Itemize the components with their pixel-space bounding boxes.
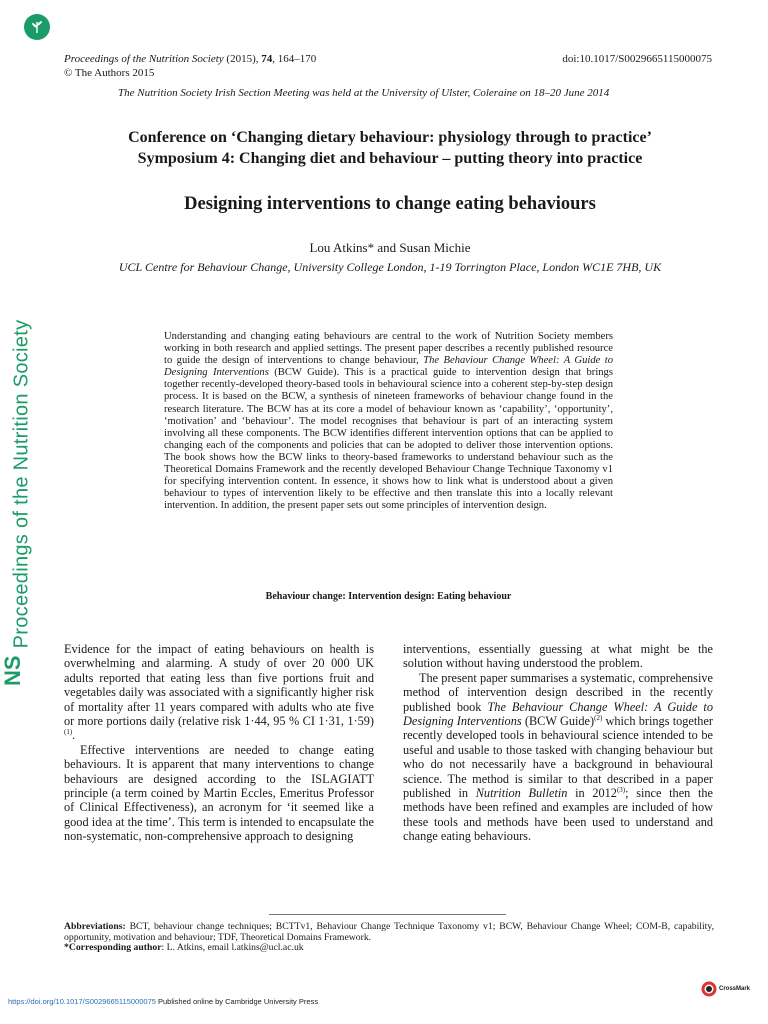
- sidebar-journal-title: Proceedings of the Nutrition Society: [10, 319, 33, 649]
- abstract-text-2: (BCW Guide). This is a practical guide to intervention design that brings together recently-developed theory-based tools in behavioural science into a coherent step-by-step design process. It is based on the BCW, a synthesis of nineteen frameworks of behaviour change found in the research literature. The BCW has at its core a model of behaviour known as ‘capability’, ‘opportunity’, ‘motivation’ and ‘behaviour’. The model recognises that behaviour is part of an interacting system involving all these components. The BCW identifies different intervention options that can be applied to changing each of the components and policies that can be adopted to deliver those intervention options. The book shows how the BCW links to theory-based frameworks to understand behaviour such as the Theoretical Domains Framework and the recently developed Behaviour Change Technique Taxonomy v1 for specifying intervention content. In essence, it shows how to link what is understood about a given behaviour to types of intervention likely to be effective and then translate this into a locally relevant intervention. In addition, the present paper sets out some principles of intervention design.: [164, 367, 613, 512]
- body-text: Evidence for the impact of eating behaviours on health is overwhelming and alarming. A study of over 20 000 UK adults reported that eating less than five portions fruit and vegetables daily was associated with a significantly higher risk of mortality after 11 years compared with adults who ate five or more portions daily (relative risk 1·44, 95 % CI 1·31, 1·59): [64, 642, 374, 729]
- journal-leaf-icon: [24, 14, 50, 40]
- journal-name: Proceedings of the Nutrition Society: [64, 53, 224, 65]
- abbreviations: [64, 922, 714, 943]
- body-text: in 2012: [567, 786, 617, 801]
- bottom-doi-line: [8, 997, 318, 1006]
- ref-2[interactable]: (2): [594, 713, 603, 722]
- ref-3[interactable]: (3): [616, 785, 626, 794]
- body-text: (BCW Guide): [521, 714, 595, 729]
- affiliation: UCL Centre for Behaviour Change, University College London, 1-19 Torrington Place, London WC1E 7HB, UK: [118, 260, 662, 274]
- meeting-note: The Nutrition Society Irish Section Meeting was held at the University of Ulster, Coleraine on 18–20 June 2014: [118, 87, 610, 99]
- footnote-divider: [269, 914, 506, 915]
- conference-line-1: Conference on ‘Changing dietary behaviour: physiology through to practice’: [128, 129, 652, 146]
- corresponding-author: [64, 943, 714, 954]
- leaf-icon: [29, 19, 45, 35]
- ref-1[interactable]: (1): [64, 728, 73, 737]
- abbreviations-label: Abbreviations:: [64, 921, 126, 932]
- crossmark-icon: [701, 981, 717, 997]
- corresponding-author-label: *Corresponding author: [64, 942, 162, 953]
- ns-logo: NS: [0, 655, 25, 686]
- body-text: .: [72, 728, 76, 743]
- journal-year: (2015),: [226, 53, 262, 65]
- abstract: [164, 331, 613, 512]
- journal-pages: , 164–170: [272, 53, 317, 65]
- crossmark-label: CrossMark: [719, 986, 751, 992]
- keywords: Behaviour change: Intervention design: Eating behaviour: [265, 591, 512, 602]
- paper-title: Designing interventions to change eating behaviours: [184, 194, 596, 214]
- journal-citation: [64, 53, 316, 66]
- body-paragraph: [403, 671, 713, 844]
- body-paragraph: interventions, essentially guessing at what might be the solution without having understood the problem.: [403, 642, 713, 671]
- footnotes: [64, 922, 714, 954]
- book-title: The Behaviour Change Wheel: A Guide to Designing Interventions: [403, 699, 713, 729]
- body-text: ; since then the methods have been refined and examples are included of how these tools and methods have been used to understand and change eating behaviours.: [403, 786, 713, 844]
- conference-line-2: Symposium 4: Changing diet and behaviour – putting theory into practice: [137, 150, 643, 167]
- body-right-column: [403, 642, 713, 844]
- body-text: which brings together recently developed tools in behavioural science intended to be useful and usable to those tasked with changing behaviour but who do not necessarily have a background in behavioural science. The method is similar to that described in a paper published in: [403, 714, 713, 801]
- body-left-column: [64, 642, 374, 844]
- journal-volume: 74: [261, 53, 273, 65]
- body-text: The present paper summarises a systematic, comprehensive method of intervention design described in the recently published book: [403, 670, 713, 714]
- body-paragraph: [64, 642, 374, 743]
- corresponding-author-text: : L. Atkins, email l.atkins@ucl.ac.uk: [161, 942, 304, 953]
- abbreviations-text: BCT, behaviour change techniques; BCTTv1, Behaviour Change Technique Taxonomy v1; BCW, Behaviour Change Wheel; COM-B, capability, opportunity, motivation and behaviour; TDF, Theoretical Domains Framework.: [64, 921, 714, 943]
- journal-ref: Nutrition Bulletin: [475, 786, 568, 801]
- crossmark-badge[interactable]: [701, 981, 750, 997]
- body-paragraph: Effective interventions are needed to change eating behaviours. It is apparent that many interventions to change behaviours are designed according to the ISLAGIATT principle (a term coined by Martin Eccles, Emeritus Professor of Clinical Effectiveness), an acronym for ‘it seemed like a good idea at the time’. This term is intended to encapsulate the non-systematic, non-comprehensive approach to designing: [64, 742, 374, 844]
- abstract-text-1: Understanding and changing eating behaviours are central to the work of Nutrition Society members working in both research and applied settings. The present paper describes a recently published resource to guide the design of interventions to change behaviour,: [164, 331, 613, 367]
- authors: Lou Atkins* and Susan Michie: [309, 240, 471, 255]
- doi: doi:10.1017/S0029665115000075: [562, 53, 712, 65]
- doi-link[interactable]: https://doi.org/10.1017/S0029665115000075: [8, 997, 156, 1006]
- copyright: © The Authors 2015: [64, 67, 155, 79]
- abstract-book-title: The Behaviour Change Wheel: A Guide to Designing Interventions: [164, 355, 613, 379]
- published-by: Published online by Cambridge University Press: [155, 997, 319, 1006]
